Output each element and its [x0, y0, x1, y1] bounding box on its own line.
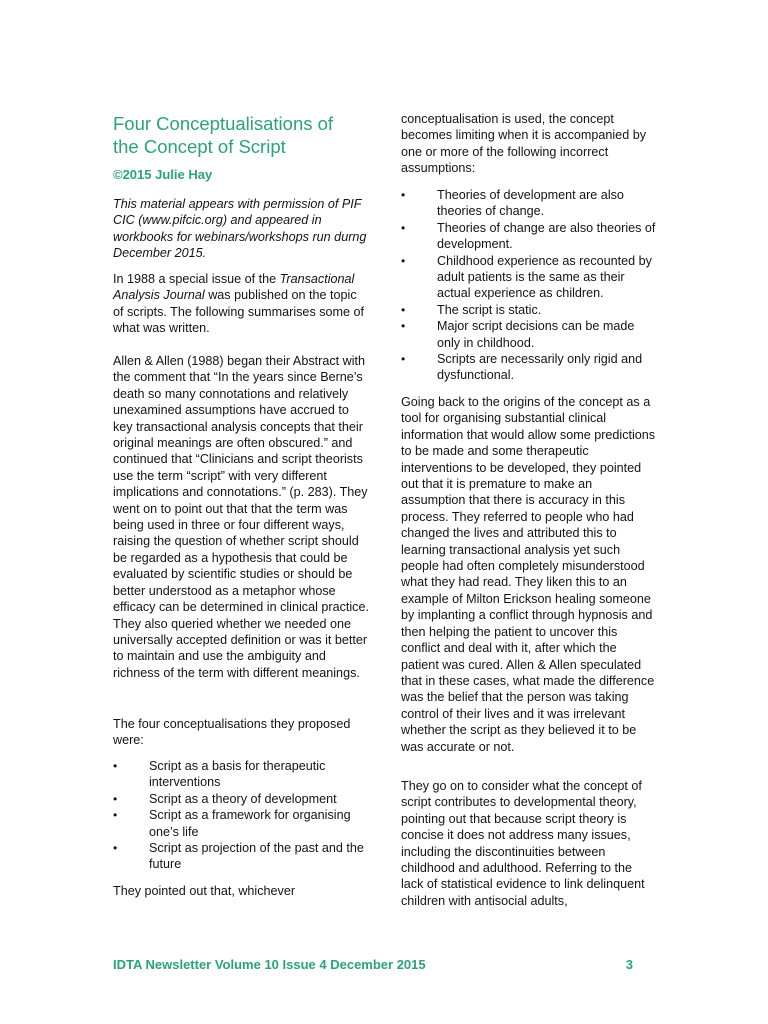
article-title: Four Conceptualisations of the Concept of Script — [113, 113, 334, 157]
list-item: • Script as a framework for organising one’s life — [113, 807, 369, 840]
list-item: • Theories of change are also theories of development. — [401, 220, 657, 253]
journal-name: Transactional Analysis Journal — [113, 272, 355, 303]
intro-pre: In 1988 a special issue of the — [113, 272, 280, 286]
list-item: • The script is static. — [401, 302, 657, 318]
whichever-paragraph: They pointed out that, whichever — [113, 884, 296, 898]
conceptualisations-list — [113, 758, 369, 873]
list-item: • Scripts are necessarily only rigid and dysfunctional. — [401, 351, 657, 384]
page-number: 3 — [625, 957, 633, 972]
byline: ©2015 Julie Hay — [113, 167, 213, 182]
list-item: • Childhood experience as recounted by adult patients is the same as their actual experience as children. — [401, 253, 657, 302]
assumptions-list — [401, 187, 657, 384]
intro-post: was published on the topic of scripts. The following summarises some of what was written. — [113, 288, 365, 336]
allen-paragraph: Allen & Allen (1988) began their Abstract with the comment that “In the years since Berne’s death so many connotations and relatively unexamined assumptions have accrued to key transactional analysis concepts that their original meanings are often obscured.” and continued that “Clinicians and script theorists use the term “script” with very different implications and connotations.” (p. 283). They went on to point out that that the term was being used in three or four different ways, raising the question of whether script should be regarded as a hypothesis that could be evaluated by scientific studies or should be better understood as a metaphor whose efficacy can be determined in clinical practice. They also queried whether we needed one universally accepted definition or was it better to maintain and use the ambiguity and richness of the term with different meanings. — [113, 354, 369, 680]
permission-note: This material appears with permission of PIF CIC (www.pifcic.org) and appeared in workbooks for webinars/workshops run durng December 2015. — [113, 197, 367, 261]
four-conceptualisations-intro: The four conceptualisations they proposed were: — [113, 717, 351, 748]
list-item: • Script as projection of the past and the future — [113, 840, 369, 873]
intro-paragraph — [113, 271, 369, 337]
list-item: • Script as a theory of development — [113, 791, 369, 807]
list-item: • Theories of development are also theories of change. — [401, 187, 657, 220]
continuation-paragraph: conceptualisation is used, the concept becomes limiting when it is accompanied by one or more of the following incorrect assumptions: — [401, 112, 646, 176]
list-item: • Script as a basis for therapeutic interventions — [113, 758, 369, 791]
list-item: • Major script decisions can be made only in childhood. — [401, 318, 657, 351]
origins-paragraph: Going back to the origins of the concept as a tool for organising substantial clinical information that would allow some predictions to be made and some therapeutic interventions to be developed, they pointed out that it is premature to make an assumption that there is accuracy in this process. They referred to people who had changed the lives and attributed this to learning transactional analysis yet such people had often completely misunderstood what they had read. They liken this to an example of Milton Erickson healing someone by implanting a conflict through hypnosis and then helping the patient to uncover this conflict and deal with it, after which the patient was cured. Allen & Allen speculated that in these cases, what made the difference was the belief that the person was taking control of their lives and it was irrelevant whether the script as they believed it to be was accurate or not. — [401, 395, 656, 754]
developmental-paragraph: They go on to consider what the concept of script contributes to developmental theory, pointing out that because script theory is concise it does not address many issues, including the discontinuities between childhood and adulthood. Referring to the lack of statistical evidence to link delinquent children with antisocial adults, — [401, 779, 645, 908]
page-footer — [113, 957, 633, 972]
newsletter-title: IDTA Newsletter Volume 10 Issue 4 December 2015 — [113, 957, 426, 972]
